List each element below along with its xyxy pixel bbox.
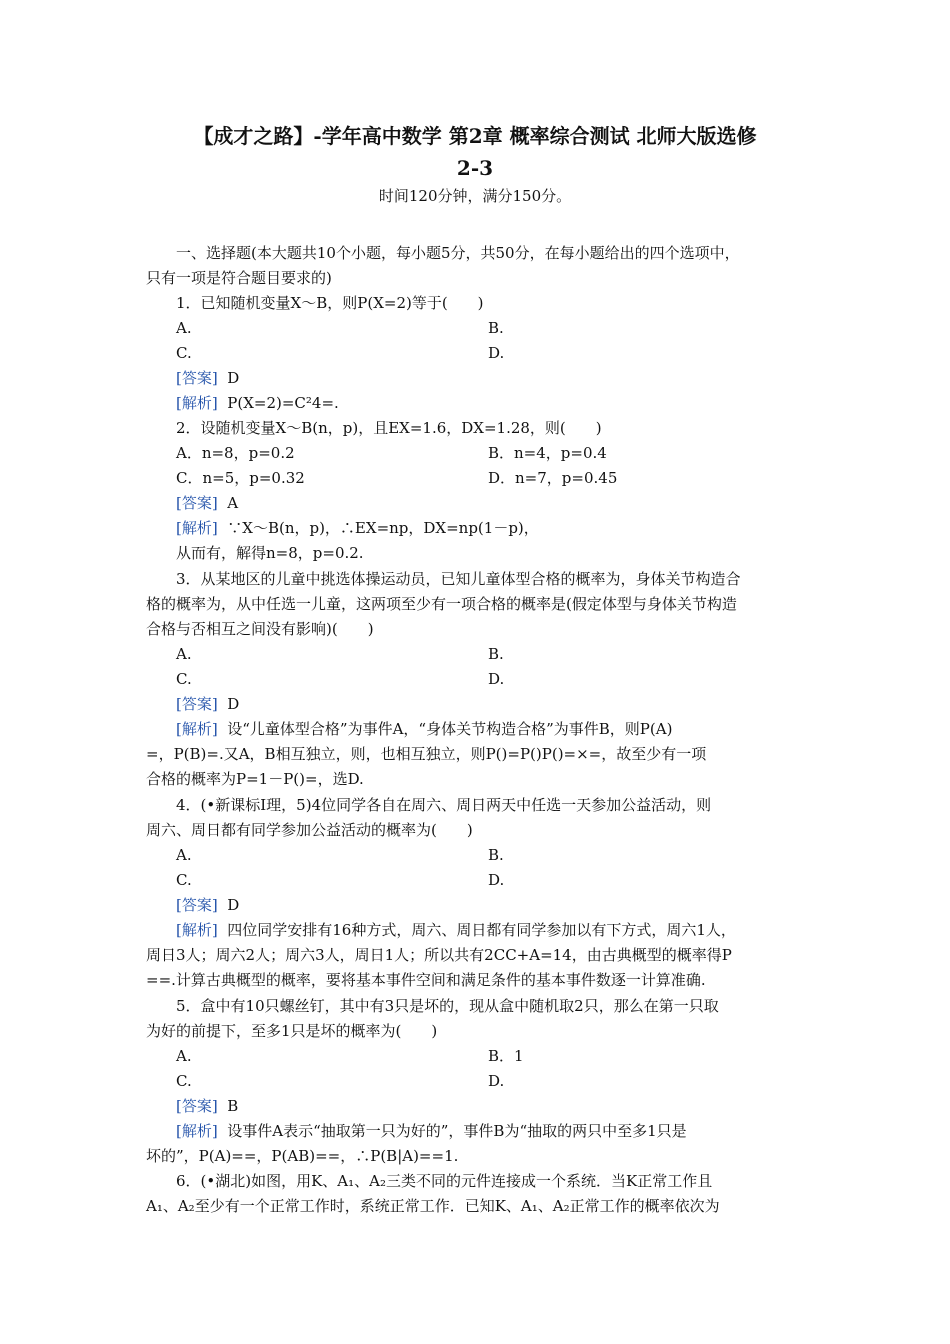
- question-5-option-d: D.: [488, 1072, 505, 1090]
- analysis-tag: [解析]: [176, 519, 218, 537]
- question-5-stem: 5．盒中有10只螺丝钉，其中有3只是坏的，现从盒中随机取2只，那么在第一只取: [176, 997, 719, 1015]
- question-5-answer: [176, 1095, 238, 1117]
- analysis-tag: [解析]: [176, 921, 218, 939]
- question-3-stem-line-2: 格的概率为，从中任选一儿童，这两项至少有一项合格的概率是(假定体型与身体关节构造: [146, 595, 737, 613]
- time-score-note: 时间120分钟，满分150分。: [378, 187, 572, 205]
- question-4-option-c: C.: [176, 871, 192, 889]
- question-2-analysis: [176, 517, 539, 539]
- analysis-text: ∵X～B(n，p)，∴EX=np，DX=np(1－p)，: [227, 519, 539, 537]
- question-5-analysis: [176, 1120, 687, 1142]
- answer-tag: [答案]: [176, 1097, 218, 1115]
- question-1-option-d: D.: [488, 344, 505, 362]
- question-5-option-c: C.: [176, 1072, 192, 1090]
- question-3-option-a: A.: [176, 645, 192, 663]
- question-1-option-a: A.: [176, 319, 192, 337]
- question-5-stem-line-2: 为好的前提下，至多1只是坏的概率为( ): [146, 1022, 438, 1040]
- question-4-analysis-line-3: ==.计算古典概型的概率，要将基本事件空间和满足条件的基本事件数逐一计算准确.: [146, 971, 706, 989]
- question-3-option-c: C.: [176, 670, 192, 688]
- analysis-text: 设“儿童体型合格”为事件A，“身体关节构造合格”为事件B，则P(A): [227, 720, 673, 738]
- question-4-stem-line-2: 周六、周日都有同学参加公益活动的概率为( ): [146, 821, 473, 839]
- section-heading: 一、选择题(本大题共10个小题，每小题5分，共50分，在每小题给出的四个选项中，: [176, 244, 740, 262]
- question-1-stem: 1．已知随机变量X～B，则P(X=2)等于( ): [176, 294, 484, 312]
- question-5-analysis-line-2: 坏的”，P(A)==，P(AB)==，∴P(B|A)==1.: [146, 1147, 459, 1165]
- document-title: [120, 120, 830, 184]
- question-4-option-a: A.: [176, 846, 192, 864]
- question-2-option-c: C．n=5，p=0.32: [176, 469, 305, 487]
- question-2-option-d: D．n=7，p=0.45: [488, 469, 618, 487]
- question-2-option-b: B．n=4，p=0.4: [488, 444, 607, 462]
- answer-tag: [答案]: [176, 695, 218, 713]
- answer-value: D: [227, 896, 240, 914]
- question-1-analysis: [176, 392, 339, 414]
- section-heading-cont: 只有一项是符合题目要求的): [146, 269, 332, 287]
- question-5-option-a: A.: [176, 1047, 192, 1065]
- question-3-option-b: B.: [488, 645, 504, 663]
- answer-value: A: [227, 494, 239, 512]
- question-2-answer: [176, 492, 238, 514]
- question-3-answer: [176, 693, 239, 715]
- question-2-stem: 2．设随机变量X～B(n，p)，且EX=1.6，DX=1.28，则( ): [176, 419, 602, 437]
- question-4-analysis-line-2: 周日3人；周六2人；周六3人，周日1人；所以共有2CC+A=14，由古典概型的概率得P: [146, 946, 732, 964]
- question-6-stem-line-2: A₁、A₂至少有一个正常工作时，系统正常工作．已知K、A₁、A₂正常工作的概率依次为: [146, 1197, 720, 1215]
- question-5-option-b: B．1: [488, 1047, 524, 1065]
- title-line-2: 2-3: [456, 156, 494, 180]
- question-4-stem: 4．(•新课标Ⅰ理，5)4位同学各自在周六、周日两天中任选一天参加公益活动，则: [176, 796, 712, 814]
- question-3-analysis-line-3: 合格的概率为P=1－P()=，选D.: [146, 770, 364, 788]
- analysis-text: 四位同学安排有16种方式，周六、周日都有同学参加以有下方式，周六1人，: [227, 921, 736, 939]
- question-4-answer: [176, 894, 239, 916]
- question-3-option-d: D.: [488, 670, 505, 688]
- question-4-option-d: D.: [488, 871, 505, 889]
- question-3-stem-line-3: 合格与否相互之间没有影响)( ): [146, 620, 374, 638]
- answer-value: D: [227, 695, 240, 713]
- question-4-analysis: [176, 919, 736, 941]
- analysis-text: 设事件A表示“抽取第一只为好的”，事件B为“抽取的两只中至多1只是: [227, 1122, 687, 1140]
- question-1-option-c: C.: [176, 344, 192, 362]
- analysis-tag: [解析]: [176, 720, 218, 738]
- question-1-answer: [176, 367, 239, 389]
- answer-tag: [答案]: [176, 896, 218, 914]
- question-1-option-b: B.: [488, 319, 504, 337]
- question-3-analysis-line-2: =，P(B)=.又A，B相互独立，则，也相互独立，则P()=P()P()=×=，故至少有一项: [146, 745, 707, 763]
- question-4-option-b: B.: [488, 846, 504, 864]
- question-2-option-a: A．n=8，p=0.2: [176, 444, 295, 462]
- answer-value: B: [227, 1097, 239, 1115]
- question-3-stem: 3．从某地区的儿童中挑选体操运动员，已知儿童体型合格的概率为，身体关节构造合: [176, 570, 741, 588]
- analysis-tag: [解析]: [176, 394, 218, 412]
- question-3-analysis: [176, 718, 672, 740]
- question-2-analysis-cont: 从而有，解得n=8，p=0.2.: [176, 544, 364, 562]
- question-6-stem: 6．(•湖北)如图，用K、A₁、A₂三类不同的元件连接成一个系统．当K正常工作且: [176, 1172, 713, 1190]
- answer-tag: [答案]: [176, 369, 218, 387]
- answer-tag: [答案]: [176, 494, 218, 512]
- analysis-text: P(X=2)=C²4=.: [227, 394, 339, 412]
- answer-value: D: [227, 369, 240, 387]
- analysis-tag: [解析]: [176, 1122, 218, 1140]
- title-line-1: 【成才之路】-学年高中数学 第2章 概率综合测试 北师大版选修: [193, 124, 757, 148]
